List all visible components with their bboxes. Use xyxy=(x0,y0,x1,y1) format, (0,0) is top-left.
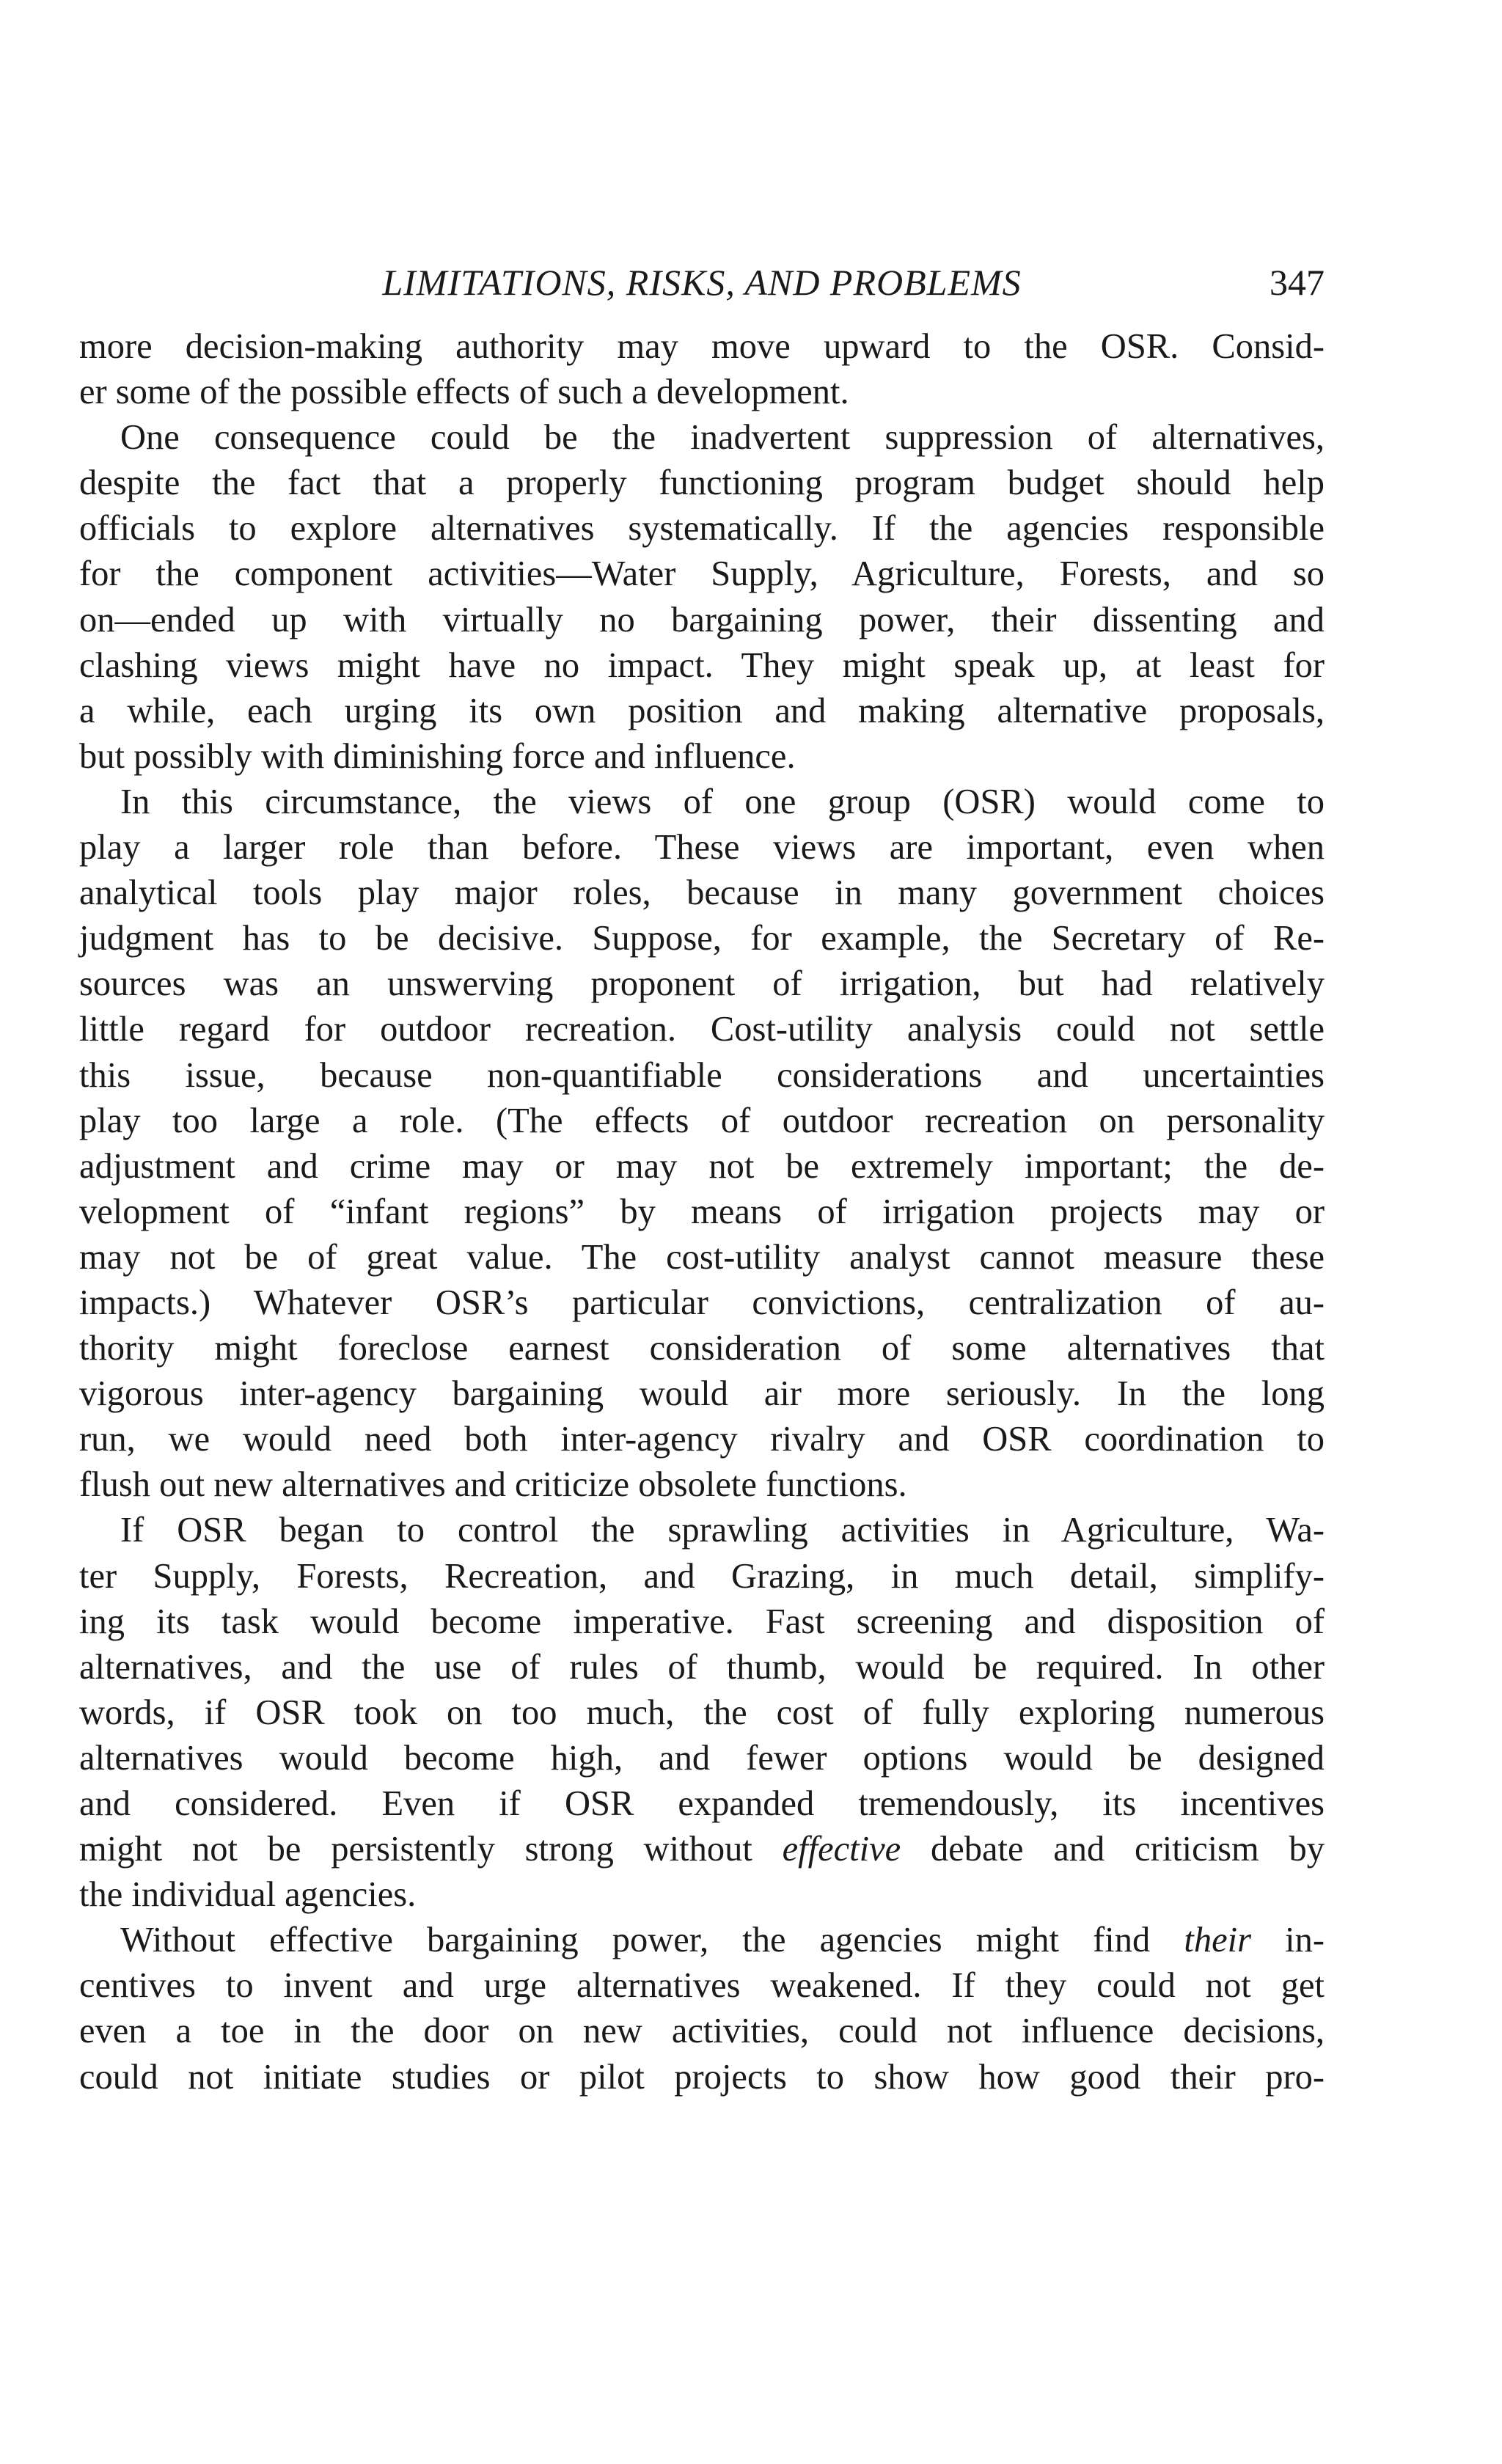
text-line: adjustment and crime may or may not be extremely important; the de- xyxy=(79,1146,1325,1186)
text-line: play a larger role than before. These views are important, even when xyxy=(79,828,1325,868)
text-segment: Without effective bargaining power, the agencies might find xyxy=(120,1921,1151,1960)
text-line: but possibly with diminishing force and influence. xyxy=(79,736,796,776)
text-segment: debate and criticism by xyxy=(930,1830,1325,1869)
text-line: In this circumstance, the views of one group (OSR) would come to xyxy=(120,782,1325,821)
running-head xyxy=(79,257,1325,308)
text-line: this issue, because non-quantifiable considerations and uncertainties xyxy=(79,1055,1325,1095)
text-line xyxy=(79,1827,1325,1872)
text-line: ing its task would become imperative. Fast screening and disposition of xyxy=(79,1602,1325,1641)
text-line: vigorous inter-agency bargaining would air more seriously. In the long xyxy=(79,1374,1325,1414)
text-line: on—ended up with virtually no bargaining power, their dissenting and xyxy=(79,600,1325,639)
running-title: LIMITATIONS, RISKS, AND PROBLEMS xyxy=(382,262,1022,303)
text-line: ter Supply, Forests, Recreation, and Grazing, in much detail, simplify- xyxy=(79,1556,1325,1596)
emphasis: their xyxy=(1184,1921,1251,1960)
text-line: the individual agencies. xyxy=(79,1875,417,1915)
text-line: may not be of great value. The cost-utility analyst cannot measure these xyxy=(79,1237,1325,1277)
text-line: words, if OSR took on too much, the cost of fully exploring numerous xyxy=(79,1693,1325,1732)
text-line: little regard for outdoor recreation. Cost-utility analysis could not settle xyxy=(79,1010,1325,1049)
text-line: for the component activities—Water Supply, Agriculture, Forests, and so xyxy=(79,554,1325,594)
text-line: analytical tools play major roles, because in many government choices xyxy=(79,873,1325,913)
text-line: play too large a role. (The effects of outdoor recreation on personality xyxy=(79,1101,1325,1140)
text-line: centives to invent and urge alternatives weakened. If they could not get xyxy=(79,1966,1325,2006)
emphasis: effective xyxy=(782,1830,901,1869)
text-line: judgment has to be decisive. Suppose, for example, the Secretary of Re- xyxy=(79,919,1325,958)
page-number: 347 xyxy=(1270,262,1325,303)
text-line: alternatives would become high, and fewer options would be designed xyxy=(79,1738,1325,1778)
text-line: er some of the possible effects of such a development. xyxy=(79,373,849,412)
text-line: and considered. Even if OSR expanded tremendously, its incentives xyxy=(79,1784,1325,1823)
text-line: could not initiate studies or pilot projects to show how good their pro- xyxy=(79,2057,1325,2097)
text-line: One consequence could be the inadvertent suppression of alternatives, xyxy=(120,418,1325,458)
text-line: run, we would need both inter-agency rivalry and OSR coordination to xyxy=(79,1420,1325,1459)
text-line: velopment of “infant regions” by means of irrigation projects may or xyxy=(79,1192,1325,1231)
text-line: more decision-making authority may move upward to the OSR. Consid- xyxy=(79,327,1325,366)
text-line xyxy=(79,1918,1325,1963)
text-line: If OSR began to control the sprawling activities in Agriculture, Wa- xyxy=(120,1511,1325,1550)
text-segment: might not be persistently strong without xyxy=(79,1830,752,1869)
text-line: flush out new alternatives and criticize obsolete functions. xyxy=(79,1465,907,1505)
text-line: officials to explore alternatives systematically. If the agencies responsible xyxy=(79,509,1325,549)
text-line: sources was an unswerving proponent of irrigation, but had relatively xyxy=(79,964,1325,1004)
text-line: despite the fact that a properly functioning program budget should help xyxy=(79,463,1325,503)
text-line: thority might foreclose earnest consideration of some alternatives that xyxy=(79,1329,1325,1368)
body-text xyxy=(79,324,1325,2100)
text-line: a while, each urging its own position and making alternative proposals, xyxy=(79,691,1325,730)
text-segment: in- xyxy=(1285,1921,1325,1960)
text-line: clashing views might have no impact. They might speak up, at least for xyxy=(79,645,1325,685)
text-line: alternatives, and the use of rules of thumb, would be required. In other xyxy=(79,1647,1325,1687)
text-line: impacts.) Whatever OSR’s particular convictions, centralization of au- xyxy=(79,1283,1325,1322)
text-line: even a toe in the door on new activities, could not influence decisions, xyxy=(79,2012,1325,2051)
